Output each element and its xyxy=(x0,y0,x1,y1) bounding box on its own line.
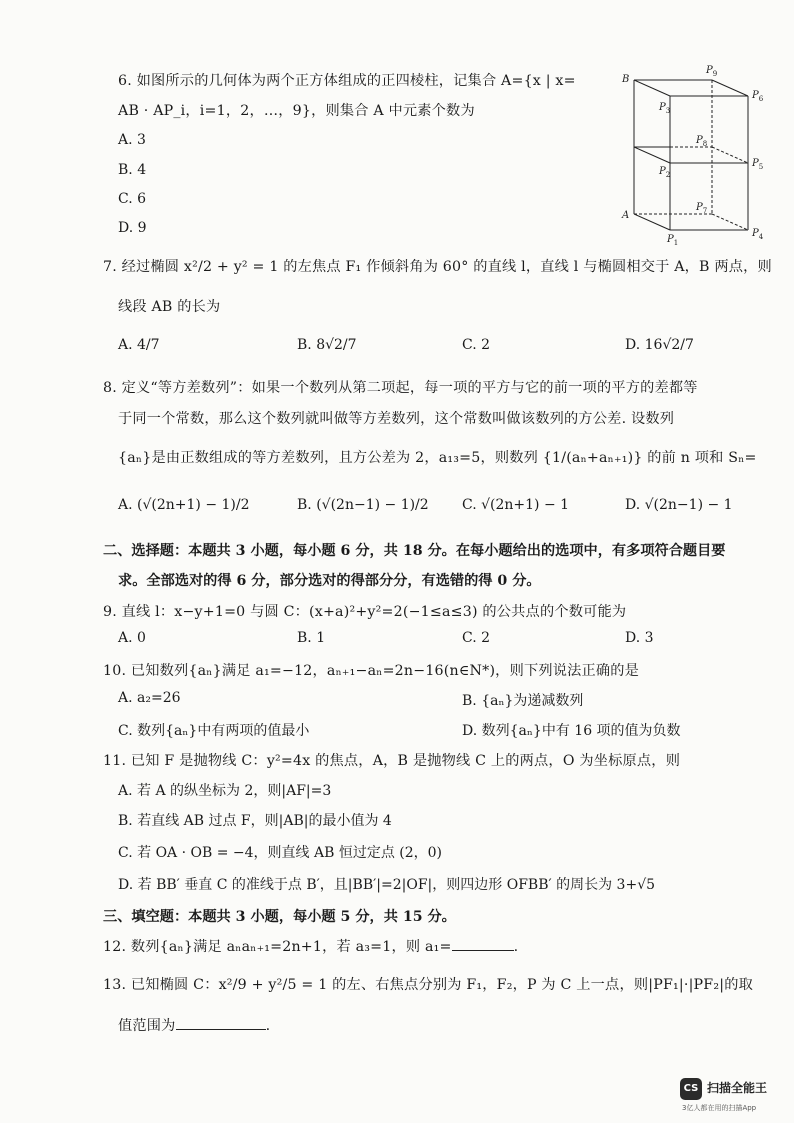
q9-option-b: B. 1 xyxy=(297,630,326,646)
label-b: B xyxy=(622,74,630,85)
q10-option-b: B. {aₙ}为递减数列 xyxy=(462,693,584,709)
q11-stem: 11. 已知 F 是抛物线 C：y²=4x 的焦点，A，B 是抛物线 C 上的两点，O 为坐标原点，则 xyxy=(103,753,681,769)
label-p7: $P_7$ xyxy=(696,202,708,215)
q8-stem-line1: 8. 定义“等方差数列”：如果一个数列从第二项起，每一项的平方与它的前一项的平方的差都等 xyxy=(103,380,698,396)
q8-stem-line3: {aₙ}是由正数组成的等方差数列，且方公差为 2，a₁₃=5，则数列 {1/(aₙ+aₙ₊₁)} 的前 n 项和 Sₙ= xyxy=(118,450,757,466)
label-p4: $P_4$ xyxy=(752,228,764,241)
q11-option-b: B. 若直线 AB 过点 F，则|AB|的最小值为 4 xyxy=(118,813,392,829)
q12-answer-blank[interactable] xyxy=(452,936,514,951)
q11-option-a: A. 若 A 的纵坐标为 2，则|AF|=3 xyxy=(118,783,332,799)
camscanner-logo: CS xyxy=(680,1078,702,1100)
q9-option-c: C. 2 xyxy=(462,630,491,646)
section-2-heading-line1: 二、选择题：本题共 3 小题，每小题 6 分，共 18 分。在每小题给出的选项中，有多项符合题目要 xyxy=(103,543,726,559)
label-p6: $P_6$ xyxy=(752,90,764,103)
label-p9: $P_9$ xyxy=(706,65,718,78)
q10-option-c: C. 数列{aₙ}中有两项的值最小 xyxy=(118,723,310,739)
q8-stem-line2: 于同一个常数，那么这个数列就叫做等方差数列，这个常数叫做该数列的方公差. 设数列 xyxy=(118,411,675,427)
q8-option-b: B. (√(2n−1) − 1)/2 xyxy=(297,497,429,513)
q11-option-d: D. 若 BB′ 垂直 C 的准线于点 B′，且|BB′|=2|OF|，则四边形 OFBB′ 的周长为 3+√5 xyxy=(118,877,656,893)
q9-stem: 9. 直线 l：x−y+1=0 与圆 C：(x+a)²+y²=2(−1≤a≤3) 的公共点的个数可能为 xyxy=(103,604,627,620)
q10-option-a: A. a₂=26 xyxy=(118,690,181,706)
q13-stem-line1: 13. 已知椭圆 C：x²/9 + y²/5 = 1 的左、右焦点分别为 F₁，F₂，P 为 C 上一点，则|PF₁|·|PF₂|的取 xyxy=(103,977,753,993)
q9-option-d: D. 3 xyxy=(625,630,654,646)
section-3-heading: 三、填空题：本题共 3 小题，每小题 5 分，共 15 分。 xyxy=(103,909,456,925)
q6-option-b: B. 4 xyxy=(118,162,147,178)
label-p1: $P_1$ xyxy=(667,234,679,246)
q8-option-d: D. √(2n−1) − 1 xyxy=(625,497,733,513)
q6-option-a: A. 3 xyxy=(118,132,146,148)
q13-tail: . xyxy=(265,1018,271,1034)
label-p3: $P_3$ xyxy=(659,102,671,115)
q7-stem-line1: 7. 经过椭圆 x²/2 + y² = 1 的左焦点 F₁ 作倾斜角为 60° 的直线 l，直线 l 与椭圆相交于 A，B 两点，则 xyxy=(103,259,772,275)
q9-option-a: A. 0 xyxy=(118,630,146,646)
q12-tail: . xyxy=(513,939,519,955)
q13-stem-line2 xyxy=(118,1015,270,1035)
camscanner-tagline: 3亿人都在用的扫描App xyxy=(682,1104,757,1112)
q6-stem-line1: 6. 如图所示的几何体为两个正方体组成的正四棱柱，记集合 A={x | x= xyxy=(118,73,576,89)
q7-option-c: C. 2 xyxy=(462,337,491,353)
prism-figure xyxy=(612,60,784,246)
label-p5: $P_5$ xyxy=(752,158,764,171)
q10-stem: 10. 已知数列{aₙ}满足 a₁=−12，aₙ₊₁−aₙ=2n−16(n∈N*)，则下列说法正确的是 xyxy=(103,663,640,679)
q6-option-d: D. 9 xyxy=(118,220,147,236)
section-2-heading-line2: 求。全部选对的得 6 分，部分选对的得部分分，有选错的得 0 分。 xyxy=(118,573,541,589)
q13-answer-blank[interactable] xyxy=(176,1015,266,1030)
label-a: A xyxy=(622,210,630,221)
label-p2: $P_2$ xyxy=(659,166,671,179)
q12-text: 12. 数列{aₙ}满足 aₙaₙ₊₁=2n+1，若 a₃=1，则 a₁= xyxy=(103,939,452,955)
q6-stem-line2: AB · AP_i，i=1，2，…，9}，则集合 A 中元素个数为 xyxy=(118,103,475,119)
q7-option-a: A. 4/7 xyxy=(118,337,160,353)
q6-option-c: C. 6 xyxy=(118,191,147,207)
label-p8: $P_8$ xyxy=(696,135,708,148)
q7-option-d: D. 16√2/7 xyxy=(625,337,694,353)
q7-option-b: B. 8√2/7 xyxy=(297,337,357,353)
q10-option-d: D. 数列{aₙ}中有 16 项的值为负数 xyxy=(462,723,681,739)
camscanner-name: 扫描全能王 xyxy=(707,1081,768,1095)
q13-text: 值范围为 xyxy=(118,1018,176,1034)
q11-option-c: C. 若 OA · OB = −4，则直线 AB 恒过定点 (2，0) xyxy=(118,845,443,861)
q8-option-c: C. √(2n+1) − 1 xyxy=(462,497,570,513)
q12-stem xyxy=(103,936,518,956)
q7-stem-line2: 线段 AB 的长为 xyxy=(118,299,221,315)
q8-option-a: A. (√(2n+1) − 1)/2 xyxy=(118,497,250,513)
